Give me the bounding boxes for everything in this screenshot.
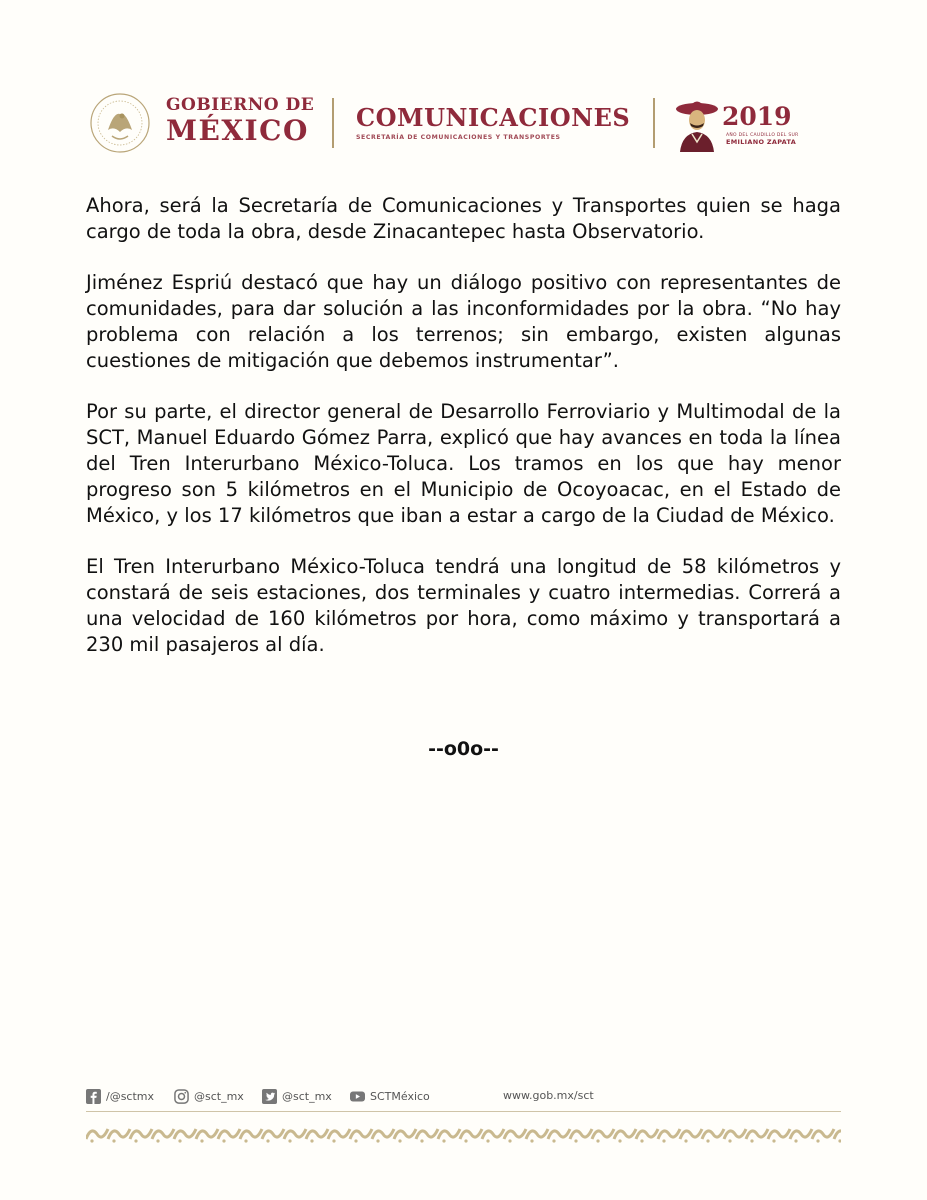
- letterhead: [84, 92, 804, 154]
- youtube-icon: [350, 1089, 365, 1104]
- national-seal-icon: [84, 92, 156, 154]
- body-paragraph: Ahora, será la Secretaría de Comunicaciones y Transportes quien se haga cargo de toda la obra, desde Zinacantepec hasta Observatorio.: [86, 194, 841, 243]
- twitter-handle: @sct_mx: [282, 1090, 332, 1103]
- website-url: www.gob.mx/sct: [503, 1089, 594, 1102]
- twitter-icon: [262, 1089, 277, 1104]
- press-release-body: [86, 193, 841, 683]
- header-divider: [332, 98, 334, 148]
- youtube-handle: SCTMéxico: [370, 1090, 430, 1103]
- decorative-pattern-band: [86, 1123, 841, 1145]
- year-label: 2019: [722, 102, 792, 131]
- body-paragraph: Por su parte, el director general de Desarrollo Ferroviario y Multimodal de la SCT, Manuel Eduardo Gómez Parra, explicó que hay avances en toda la línea del Tren Interurbano México-Toluca. Los tramos en los que hay menor progreso son 5 kilómetros en el Municipio de Ocoyoacac, en el Estado de México, y los 17 kilómetros que iban a estar a cargo de la Ciudad de México.: [86, 400, 841, 527]
- government-wordmark: [166, 97, 316, 145]
- instagram-handle: @sct_mx: [194, 1090, 244, 1103]
- website-link[interactable]: [503, 1089, 594, 1102]
- facebook-icon: [86, 1089, 101, 1104]
- twitter-link[interactable]: [262, 1089, 332, 1104]
- year-caption-line1: AÑO DEL CAUDILLO DEL SUR: [726, 133, 799, 138]
- department-wordmark: [356, 103, 646, 141]
- instagram-link[interactable]: [174, 1089, 244, 1104]
- facebook-handle: /@sctmx: [106, 1090, 155, 1103]
- header-divider: [653, 98, 655, 148]
- year-caption-line2: EMILIANO ZAPATA: [726, 137, 797, 146]
- body-paragraph: El Tren Interurbano México-Toluca tendrá una longitud de 58 kilómetros y constará de seis estaciones, dos terminales y cuatro intermedias. Correrá a una velocidad de 160 kilómetros por hora, como máximo y transportará a 230 mil pasajeros al día.: [86, 555, 841, 656]
- zapata-portrait-icon: [674, 96, 720, 152]
- dept-title: COMUNICACIONES: [356, 103, 631, 132]
- instagram-icon: [174, 1089, 189, 1104]
- year-caption: [726, 134, 806, 146]
- facebook-link[interactable]: [86, 1089, 154, 1104]
- dept-subtitle: SECRETARÍA DE COMUNICACIONES Y TRANSPORTES: [356, 134, 561, 141]
- footer: [86, 1085, 841, 1155]
- gov-line1: GOBIERNO DE: [166, 95, 315, 115]
- body-paragraph: Jiménez Espriú destacó que hay un diálogo positivo con representantes de comunidades, para dar solución a las inconformidades por la obra. “No hay problema con relación a los terrenos; sin embargo, existen algunas cuestiones de mitigación que debemos instrumentar”.: [86, 271, 841, 372]
- youtube-link[interactable]: [350, 1089, 430, 1104]
- closing-mark: --o0o--: [428, 738, 499, 760]
- footer-divider: [86, 1111, 841, 1112]
- gov-line2: MÉXICO: [166, 114, 309, 147]
